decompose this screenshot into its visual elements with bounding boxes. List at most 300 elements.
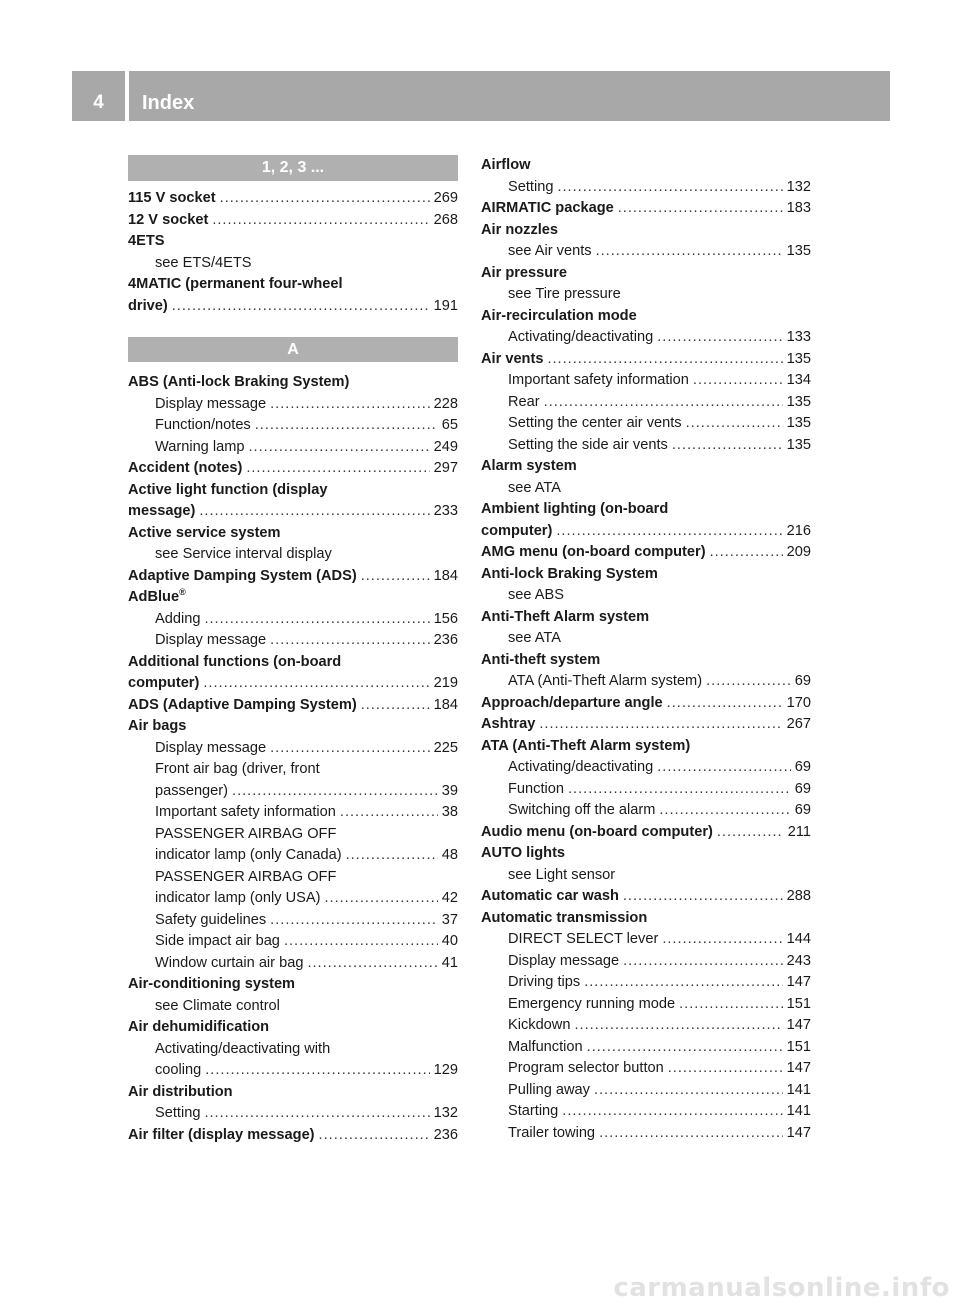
entry-label: Setting bbox=[508, 178, 554, 195]
page-reference: 216 bbox=[786, 522, 811, 539]
page-reference: 37 bbox=[441, 911, 458, 928]
entry-text bbox=[481, 908, 647, 930]
entry-label: passenger) bbox=[155, 782, 229, 799]
entry-text bbox=[128, 566, 357, 588]
registered-mark: ® bbox=[179, 587, 186, 598]
entry-text bbox=[481, 886, 619, 908]
entry-text bbox=[128, 1082, 233, 1104]
dot-leader bbox=[686, 413, 783, 435]
page-reference: 236 bbox=[433, 1126, 458, 1143]
entry-text bbox=[508, 370, 689, 392]
dot-leader bbox=[574, 1015, 782, 1037]
entry-text bbox=[481, 198, 614, 220]
entry-text bbox=[481, 650, 600, 672]
entry-text bbox=[481, 542, 706, 564]
page-header bbox=[72, 71, 890, 121]
entry-text bbox=[481, 521, 552, 543]
page-reference: 267 bbox=[786, 716, 811, 732]
page-reference: 151 bbox=[786, 1038, 811, 1055]
page-reference: 135 bbox=[786, 393, 811, 410]
entry-label: 115 V socket bbox=[128, 190, 216, 206]
index-entry bbox=[481, 650, 811, 672]
index-subentry bbox=[481, 284, 811, 306]
index-subentry bbox=[481, 779, 811, 801]
entry-label: DIRECT SELECT lever bbox=[508, 931, 659, 947]
entry-label: indicator lamp (only Canada) bbox=[155, 847, 342, 863]
entry-label: Function bbox=[508, 780, 564, 797]
entry-label: see Light sensor bbox=[508, 866, 616, 883]
index-entry bbox=[128, 587, 458, 609]
index-entry bbox=[128, 296, 458, 318]
page-number: 4 bbox=[93, 92, 104, 113]
dot-leader bbox=[270, 394, 430, 416]
entry-text bbox=[508, 413, 682, 435]
index-subentry bbox=[481, 757, 811, 779]
entry-text bbox=[128, 296, 168, 318]
entry-text bbox=[128, 274, 343, 296]
page-reference: 69 bbox=[794, 759, 811, 775]
dot-leader bbox=[246, 458, 429, 480]
index-entry bbox=[481, 736, 811, 758]
dot-leader bbox=[657, 327, 782, 349]
index-entry bbox=[481, 263, 811, 285]
dot-leader bbox=[587, 1037, 783, 1059]
page-reference: 288 bbox=[786, 888, 811, 904]
entry-label: Air filter (display message) bbox=[128, 1126, 315, 1143]
entry-label: 4MATIC (permanent four-wheel bbox=[128, 276, 343, 292]
dot-leader bbox=[307, 953, 437, 975]
entry-label: Anti-theft system bbox=[481, 651, 601, 668]
dot-leader bbox=[232, 781, 438, 803]
index-subentry bbox=[481, 392, 811, 414]
entry-text bbox=[481, 263, 567, 285]
entry-text bbox=[508, 392, 540, 414]
entry-label: Active service system bbox=[128, 524, 281, 541]
index-subentry bbox=[128, 609, 458, 631]
page-reference: 243 bbox=[786, 952, 811, 969]
dot-leader bbox=[199, 501, 429, 523]
index-subentry bbox=[481, 1123, 811, 1145]
index-subentry bbox=[481, 370, 811, 392]
page-reference: 134 bbox=[786, 372, 811, 388]
entry-label: 4ETS bbox=[128, 233, 165, 249]
index-subentry bbox=[481, 177, 811, 199]
entry-label: Kickdown bbox=[508, 1017, 571, 1033]
page-reference: 151 bbox=[786, 995, 811, 1012]
entry-label: Emergency running mode bbox=[508, 995, 676, 1012]
entry-label: Air bags bbox=[128, 718, 187, 734]
index-subentry bbox=[128, 415, 458, 437]
dot-leader bbox=[270, 910, 438, 932]
entry-text bbox=[508, 177, 553, 199]
entry-text bbox=[155, 630, 266, 652]
dot-leader bbox=[599, 1123, 783, 1145]
entry-text bbox=[155, 931, 280, 953]
entry-label: computer) bbox=[481, 522, 553, 539]
index-subentry bbox=[481, 585, 811, 607]
entry-text bbox=[155, 609, 200, 631]
entry-label: AdBlue bbox=[128, 589, 180, 605]
entry-label: Airflow bbox=[481, 157, 531, 173]
page-reference: 156 bbox=[433, 610, 458, 627]
index-subentry bbox=[128, 802, 458, 824]
dot-leader bbox=[662, 929, 782, 951]
entry-label: Automatic transmission bbox=[481, 909, 648, 926]
entry-text bbox=[508, 585, 564, 607]
page-reference: 147 bbox=[786, 1124, 811, 1141]
entry-label: see ATA bbox=[508, 479, 561, 496]
page-reference: 38 bbox=[441, 804, 458, 820]
entry-label: Malfunction bbox=[508, 1038, 583, 1055]
entry-label: Activating/deactivating bbox=[508, 329, 654, 345]
entry-text bbox=[481, 736, 690, 758]
page-reference: 40 bbox=[441, 933, 458, 949]
entry-label: Setting bbox=[155, 1105, 201, 1121]
entry-text bbox=[155, 738, 266, 760]
entry-text bbox=[508, 478, 561, 500]
page-reference: 42 bbox=[441, 890, 458, 906]
index-subentry bbox=[128, 1060, 458, 1082]
index-subentry bbox=[128, 437, 458, 459]
entry-label: Function/notes bbox=[155, 417, 251, 433]
entry-text bbox=[128, 673, 199, 695]
entry-label: Air dehumidification bbox=[128, 1019, 270, 1035]
entry-text bbox=[508, 757, 653, 779]
entry-text bbox=[508, 628, 561, 650]
index-subentry bbox=[481, 929, 811, 951]
page-reference: 183 bbox=[786, 200, 811, 216]
entry-text bbox=[481, 456, 577, 478]
entry-label: Display message bbox=[155, 395, 267, 412]
entry-label: ATA (Anti-Theft Alarm system) bbox=[481, 737, 691, 754]
index-entry bbox=[128, 974, 458, 996]
entry-text bbox=[155, 415, 251, 437]
entry-label: Window curtain air bag bbox=[155, 954, 304, 971]
index-subentry bbox=[481, 413, 811, 435]
dot-leader bbox=[710, 542, 783, 564]
index-subentry bbox=[481, 241, 811, 263]
entry-label: ATA (Anti-Theft Alarm system) bbox=[508, 673, 703, 689]
dot-leader bbox=[668, 1058, 783, 1080]
entry-text bbox=[128, 188, 216, 210]
entry-label: Setting the side air vents bbox=[508, 436, 668, 453]
entry-text bbox=[508, 1123, 595, 1145]
entry-text bbox=[508, 865, 615, 887]
index-subentry bbox=[481, 478, 811, 500]
index-subentry bbox=[481, 1080, 811, 1102]
page-reference: 147 bbox=[786, 1060, 811, 1076]
dot-leader bbox=[706, 671, 791, 693]
page-reference: 48 bbox=[441, 847, 458, 863]
index-subentry bbox=[481, 671, 811, 693]
page-reference: 209 bbox=[786, 544, 811, 560]
entry-text bbox=[155, 394, 266, 416]
entry-text bbox=[508, 951, 619, 973]
entry-label: Approach/departure angle bbox=[481, 694, 663, 711]
dot-leader bbox=[172, 296, 430, 318]
entry-label: Anti-Theft Alarm system bbox=[481, 608, 650, 625]
index-entry bbox=[128, 231, 458, 253]
dot-leader bbox=[623, 886, 783, 908]
page-reference: 144 bbox=[786, 931, 811, 947]
entry-text bbox=[128, 652, 341, 674]
page-reference: 249 bbox=[433, 438, 458, 455]
entry-label: ABS (Anti-lock Braking System) bbox=[128, 374, 350, 390]
entry-text bbox=[128, 1017, 269, 1039]
dot-leader bbox=[203, 673, 429, 695]
page-reference: 225 bbox=[433, 739, 458, 756]
index-entry bbox=[481, 886, 811, 908]
dot-leader bbox=[596, 241, 783, 263]
dot-leader bbox=[717, 822, 784, 844]
dot-leader bbox=[539, 714, 782, 736]
index-entry bbox=[481, 822, 811, 844]
entry-text bbox=[128, 974, 295, 996]
entry-text bbox=[128, 695, 357, 717]
entry-text bbox=[155, 1060, 201, 1082]
index-entry bbox=[128, 188, 458, 210]
page-reference: 39 bbox=[441, 782, 458, 799]
watermark: carmanualsonline.info bbox=[613, 1273, 950, 1303]
index-entry bbox=[481, 542, 811, 564]
dot-leader bbox=[346, 845, 438, 867]
entry-text bbox=[128, 231, 165, 253]
index-subentry bbox=[481, 1015, 811, 1037]
dot-leader bbox=[584, 972, 782, 994]
entry-label: Air-conditioning system bbox=[128, 976, 296, 992]
entry-label: Activating/deactivating bbox=[508, 759, 654, 775]
entry-text bbox=[155, 759, 320, 781]
index-subentry bbox=[128, 845, 458, 867]
dot-leader bbox=[568, 779, 791, 801]
index-entry bbox=[128, 566, 458, 588]
dot-leader bbox=[679, 994, 783, 1016]
entry-text bbox=[481, 155, 530, 177]
entry-label: Alarm system bbox=[481, 458, 577, 474]
entry-text bbox=[155, 781, 228, 803]
entry-label: Audio menu (on-board computer) bbox=[481, 823, 713, 840]
index-entry bbox=[481, 456, 811, 478]
entry-text bbox=[508, 1058, 664, 1080]
entry-text bbox=[155, 824, 336, 846]
entry-label: Activating/deactivating with bbox=[155, 1040, 331, 1057]
index-subentry bbox=[481, 994, 811, 1016]
dot-leader bbox=[204, 609, 429, 631]
entry-label: Rear bbox=[508, 393, 540, 410]
entry-text bbox=[128, 372, 349, 394]
entry-text bbox=[128, 480, 327, 502]
index-entry bbox=[128, 274, 458, 296]
entry-text bbox=[128, 523, 281, 545]
page-reference: 236 bbox=[433, 632, 458, 648]
index-entry bbox=[481, 693, 811, 715]
dot-leader bbox=[270, 738, 430, 760]
entry-label: Front air bag (driver, front bbox=[155, 761, 320, 777]
index-subentry bbox=[128, 888, 458, 910]
dot-leader bbox=[556, 521, 782, 543]
index-subentry bbox=[128, 544, 458, 566]
entry-text bbox=[508, 1037, 583, 1059]
entry-text bbox=[508, 1101, 558, 1123]
page-reference: 135 bbox=[786, 436, 811, 453]
entry-label: computer) bbox=[128, 675, 200, 691]
index-subentry bbox=[481, 435, 811, 457]
entry-text bbox=[155, 1103, 200, 1125]
entry-text bbox=[155, 437, 245, 459]
index-subentry bbox=[481, 972, 811, 994]
index-entry bbox=[481, 843, 811, 865]
entry-label: Setting the center air vents bbox=[508, 415, 682, 431]
header-divider bbox=[125, 71, 129, 121]
page-reference: 141 bbox=[786, 1103, 811, 1119]
dot-leader bbox=[667, 693, 783, 715]
page-reference: 135 bbox=[786, 243, 811, 259]
dot-leader bbox=[204, 1103, 429, 1125]
entry-label: see ETS/4ETS bbox=[155, 254, 252, 271]
dot-leader bbox=[324, 888, 437, 910]
entry-text bbox=[155, 1039, 330, 1061]
entry-text bbox=[155, 953, 303, 975]
entry-text bbox=[155, 544, 332, 566]
entry-label: see Service interval display bbox=[155, 546, 332, 562]
entry-text bbox=[155, 888, 320, 910]
entry-label: Trailer towing bbox=[508, 1124, 596, 1141]
page-reference: 132 bbox=[786, 178, 811, 195]
entry-label: Air-recirculation mode bbox=[481, 307, 637, 324]
page-reference: 69 bbox=[794, 673, 811, 689]
index-entry bbox=[128, 501, 458, 523]
entry-label: Program selector button bbox=[508, 1060, 664, 1076]
dot-leader bbox=[623, 951, 783, 973]
index-entry bbox=[128, 458, 458, 480]
page-reference: 269 bbox=[433, 190, 458, 206]
index-subentry bbox=[128, 759, 458, 781]
entry-label: Air distribution bbox=[128, 1083, 233, 1100]
page-reference: 133 bbox=[786, 329, 811, 345]
entry-label: Adaptive Damping System (ADS) bbox=[128, 567, 357, 584]
entry-text bbox=[508, 972, 580, 994]
page-title: Index bbox=[142, 92, 195, 114]
index-entry bbox=[481, 714, 811, 736]
page-reference: 135 bbox=[786, 415, 811, 431]
entry-text bbox=[508, 779, 564, 801]
index-subentry bbox=[128, 996, 458, 1018]
index-column-left bbox=[128, 155, 458, 1146]
entry-text bbox=[481, 564, 658, 586]
page-reference: 65 bbox=[441, 417, 458, 433]
page-reference: 211 bbox=[787, 823, 811, 840]
entry-label: Side impact air bag bbox=[155, 933, 280, 949]
entry-text bbox=[128, 458, 242, 480]
index-subentry bbox=[128, 738, 458, 760]
index-subentry bbox=[481, 1037, 811, 1059]
section-header: A bbox=[128, 337, 458, 362]
index-subentry bbox=[128, 394, 458, 416]
index-subentry bbox=[481, 800, 811, 822]
index-subentry bbox=[481, 951, 811, 973]
entry-text bbox=[128, 210, 208, 232]
index-subentry bbox=[481, 628, 811, 650]
page-reference: 69 bbox=[794, 780, 811, 797]
entry-text bbox=[508, 241, 592, 263]
page-reference: 219 bbox=[433, 675, 458, 691]
entry-text bbox=[128, 501, 195, 523]
index-subentry bbox=[128, 931, 458, 953]
index-entry bbox=[481, 198, 811, 220]
index-subentry bbox=[128, 1103, 458, 1125]
entry-text bbox=[481, 607, 649, 629]
page-reference: 170 bbox=[786, 694, 811, 711]
entry-text bbox=[128, 587, 186, 609]
entry-text bbox=[481, 306, 637, 328]
index-entry bbox=[481, 564, 811, 586]
entry-label: Important safety information bbox=[155, 804, 336, 820]
index-entry bbox=[481, 306, 811, 328]
entry-label: Air vents bbox=[481, 350, 544, 367]
index-subentry bbox=[481, 865, 811, 887]
page-reference: 184 bbox=[433, 567, 458, 584]
dot-leader bbox=[205, 1060, 429, 1082]
page-reference: 233 bbox=[433, 503, 458, 519]
entry-text bbox=[508, 929, 658, 951]
index-entry bbox=[128, 716, 458, 738]
index-entry bbox=[128, 673, 458, 695]
entry-label: drive) bbox=[128, 297, 168, 314]
index-entry bbox=[128, 210, 458, 232]
page-reference: 69 bbox=[794, 802, 811, 818]
entry-label: Automatic car wash bbox=[481, 888, 619, 904]
page-reference: 268 bbox=[433, 211, 458, 228]
index-entry bbox=[128, 1017, 458, 1039]
index-subentry bbox=[481, 1101, 811, 1123]
index-entry bbox=[128, 695, 458, 717]
index-subentry bbox=[128, 824, 458, 846]
entry-label: Warning lamp bbox=[155, 438, 245, 455]
page-reference: 147 bbox=[786, 974, 811, 990]
entry-label: Air pressure bbox=[481, 264, 567, 281]
entry-text bbox=[155, 867, 336, 889]
index-entry bbox=[481, 908, 811, 930]
page-reference: 184 bbox=[433, 696, 458, 713]
dot-leader bbox=[594, 1080, 783, 1102]
entry-label: Air nozzles bbox=[481, 221, 559, 238]
index-entry bbox=[128, 1082, 458, 1104]
index-entry bbox=[128, 652, 458, 674]
index-entry bbox=[481, 349, 811, 371]
entry-label: Display message bbox=[155, 739, 267, 756]
entry-label: indicator lamp (only USA) bbox=[155, 890, 321, 906]
entry-text bbox=[481, 714, 535, 736]
entry-label: ADS (Adaptive Damping System) bbox=[128, 696, 357, 713]
entry-text bbox=[508, 284, 621, 306]
index-entry bbox=[128, 523, 458, 545]
entry-label: see ABS bbox=[508, 587, 564, 603]
entry-label: see Tire pressure bbox=[508, 286, 621, 302]
entry-text bbox=[128, 1125, 315, 1147]
dot-leader bbox=[249, 437, 430, 459]
entry-text bbox=[481, 220, 558, 242]
dot-leader bbox=[270, 630, 430, 652]
dot-leader bbox=[361, 695, 430, 717]
entry-text bbox=[155, 253, 252, 275]
index-column-right bbox=[481, 155, 811, 1144]
dot-leader bbox=[557, 177, 782, 199]
page-reference: 129 bbox=[433, 1062, 458, 1078]
entry-label: cooling bbox=[155, 1062, 202, 1078]
index-entry bbox=[481, 499, 811, 521]
dot-leader bbox=[562, 1101, 782, 1123]
index-subentry bbox=[481, 1058, 811, 1080]
